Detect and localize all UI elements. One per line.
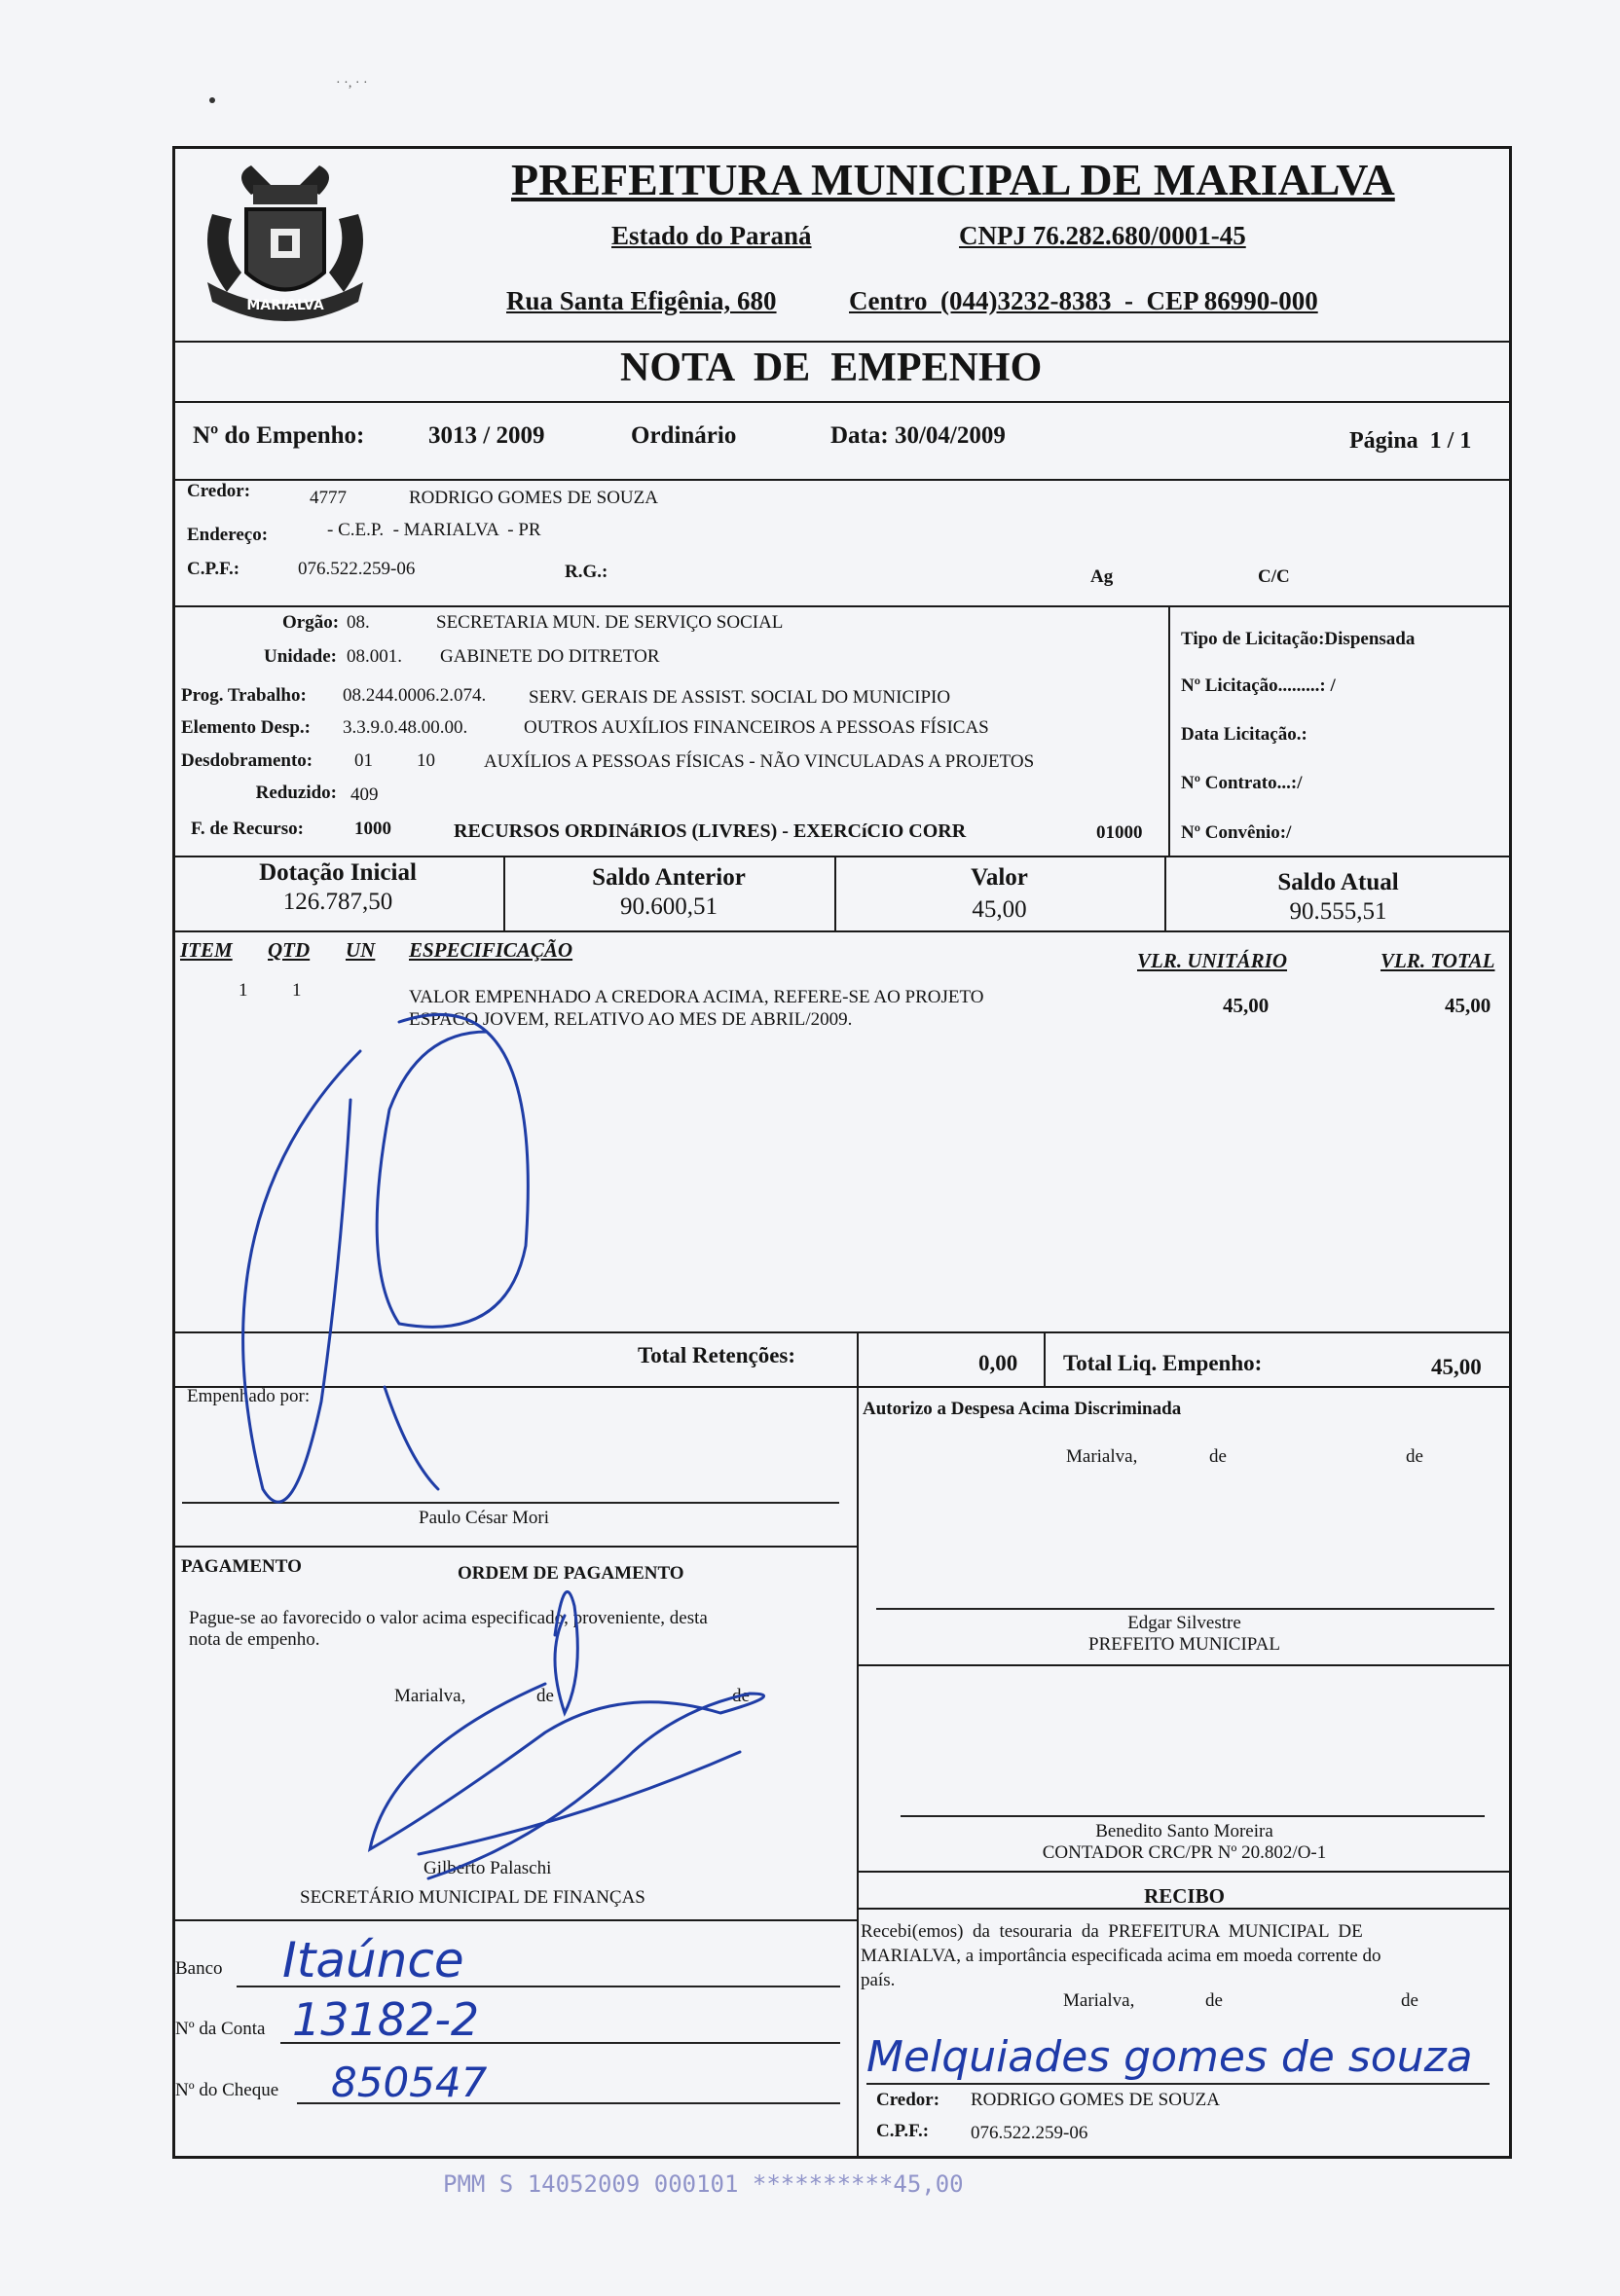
valor-label: Valor xyxy=(971,864,1028,891)
credor-cpf: 076.522.259-06 xyxy=(298,559,416,579)
address-label: Endereço: xyxy=(187,525,269,545)
pagamento-de2: de xyxy=(732,1686,750,1706)
col-header-item: ITEM xyxy=(180,938,233,962)
desdobramento-name: AUXÍLIOS A PESSOAS FÍSICAS - NÃO VINCULADAS A PROJETOS xyxy=(484,751,1035,772)
empenho-date: Data: 30/04/2009 xyxy=(830,422,1006,449)
recibo-signature-handwritten: Melquiades gomes de souza xyxy=(866,2032,1473,2082)
licitacao-numero: Nº Licitação.........: / xyxy=(1181,675,1336,696)
item-total-value: 45,00 xyxy=(1445,994,1491,1017)
credor-address: - C.E.P. - MARIALVA - PR xyxy=(327,520,541,540)
empenhado-name: Paulo César Mori xyxy=(419,1508,550,1528)
prog-name: SERV. GERAIS DE ASSIST. SOCIAL DO MUNICIPIO xyxy=(529,687,951,708)
item-number: 1 xyxy=(239,980,248,1001)
recibo-de1: de xyxy=(1205,1990,1223,2011)
licitacao-data: Data Licitação.: xyxy=(1181,724,1307,745)
licitacao-convenio: Nº Convênio:/ xyxy=(1181,822,1292,843)
recibo-city: Marialva, xyxy=(1063,1990,1135,2011)
col-header-total-value: VLR. TOTAL xyxy=(1381,949,1495,972)
item-spec-line2: ESPACO JOVEM, RELATIVO AO MES DE ABRIL/2009. xyxy=(409,1009,853,1030)
recibo-cpf: 076.522.259-06 xyxy=(971,2123,1088,2143)
autorizo-de1: de xyxy=(1209,1446,1227,1467)
pagamento-text2: nota de empenho. xyxy=(189,1629,320,1650)
empenho-label: Nº do Empenho: xyxy=(193,422,365,449)
dotacao-label: Dotação Inicial xyxy=(259,859,417,886)
prog-code: 08.244.0006.2.074. xyxy=(343,685,487,706)
prefeito-role: PREFEITO MUNICIPAL xyxy=(1088,1634,1280,1655)
item-unit-value: 45,00 xyxy=(1223,994,1270,1017)
prog-label: Prog. Trabalho: xyxy=(181,685,307,706)
retencoes-value: 0,00 xyxy=(978,1351,1018,1375)
header-title: PREFEITURA MUNICIPAL DE MARIALVA xyxy=(511,155,1395,204)
retencoes-label: Total Retenções: xyxy=(638,1343,796,1367)
header-address: Rua Santa Efigênia, 680 xyxy=(506,286,777,315)
reduzido-value: 409 xyxy=(350,784,379,805)
orgao-code: 08. xyxy=(347,612,370,633)
elemento-name: OUTROS AUXÍLIOS FINANCEIROS A PESSOAS FÍSICAS xyxy=(524,717,989,738)
recibo-text3: país. xyxy=(861,1970,896,1990)
desdobramento-code: 01 xyxy=(354,750,373,771)
credor-name: RODRIGO GOMES DE SOUZA xyxy=(409,488,658,508)
recurso-sub: 01000 xyxy=(1096,822,1143,843)
elemento-label: Elemento Desp.: xyxy=(181,717,311,738)
banco-value-handwritten: Itaúnce xyxy=(282,1932,464,1988)
banco-label: Banco xyxy=(175,1958,223,1979)
page-indicator: Página 1 / 1 xyxy=(1349,428,1472,454)
cash-register-stamp: PMM S 14052009 000101 **********45,00 xyxy=(443,2170,964,2198)
unidade-name: GABINETE DO DITRETOR xyxy=(440,646,660,667)
saldo-anterior-value: 90.600,51 xyxy=(620,893,718,920)
credor-label: Credor: xyxy=(187,481,251,501)
header-state: Estado do Paraná xyxy=(611,221,812,250)
orgao-name: SECRETARIA MUN. DE SERVIÇO SOCIAL xyxy=(436,612,784,633)
empenhado-label: Empenhado por: xyxy=(187,1386,311,1406)
valor-value: 45,00 xyxy=(972,896,1027,923)
svg-text:MARIALVA: MARIALVA xyxy=(246,298,324,313)
saldo-atual-label: Saldo Atual xyxy=(1277,869,1399,895)
col-header-spec: ESPECIFICAÇÃO xyxy=(409,938,573,962)
pagamento-city: Marialva, xyxy=(394,1686,466,1706)
document-title: NOTA DE EMPENHO xyxy=(620,346,1043,390)
pagamento-text1: Pague-se ao favorecido o valor acima especificado, proveniente, desta xyxy=(189,1608,708,1628)
scan-mark: · ·, · · xyxy=(336,76,368,91)
liq-label: Total Liq. Empenho: xyxy=(1063,1351,1263,1375)
autorizo-city: Marialva, xyxy=(1066,1446,1138,1467)
header-cnpj: CNPJ 76.282.680/0001-45 xyxy=(959,221,1246,250)
empenho-type: Ordinário xyxy=(631,422,737,449)
elemento-code: 3.3.9.0.48.00.00. xyxy=(343,717,468,738)
col-header-un: UN xyxy=(346,938,376,962)
rg-label: R.G.: xyxy=(565,562,608,582)
licitacao-tipo: Tipo de Licitação:Dispensada xyxy=(1181,629,1416,649)
saldo-anterior-label: Saldo Anterior xyxy=(592,864,746,891)
orgao-label: Orgão: xyxy=(282,612,340,633)
recurso-name: RECURSOS ORDINáRIOS (LIVRES) - EXERCíCIO CORR xyxy=(454,820,967,842)
cpf-label: C.P.F.: xyxy=(187,559,240,579)
cheque-label: Nº do Cheque xyxy=(175,2080,279,2100)
cc-label: C/C xyxy=(1258,566,1290,587)
contador-name: Benedito Santo Moreira xyxy=(1095,1821,1273,1841)
ag-label: Ag xyxy=(1090,566,1114,587)
empenho-number: 3013 / 2009 xyxy=(428,422,545,449)
recibo-text1: Recebi(emos) da tesouraria da PREFEITURA MUNICIPAL DE xyxy=(861,1921,1363,1942)
unidade-label: Unidade: xyxy=(264,646,337,667)
autorizo-de2: de xyxy=(1406,1446,1423,1467)
credor-code: 4777 xyxy=(310,488,347,508)
prefeito-name: Edgar Silvestre xyxy=(1127,1613,1241,1633)
item-qtd: 1 xyxy=(292,980,302,1001)
dotacao-value: 126.787,50 xyxy=(282,889,393,915)
pagamento-signer-role: SECRETÁRIO MUNICIPAL DE FINANÇAS xyxy=(300,1887,645,1908)
recurso-label: F. de Recurso: xyxy=(191,819,304,839)
recibo-credor-label: Credor: xyxy=(876,2090,940,2110)
recibo-title: RECIBO xyxy=(1144,1884,1225,1908)
recibo-cpf-label: C.P.F.: xyxy=(876,2121,930,2141)
liq-value: 45,00 xyxy=(1431,1355,1482,1379)
item-spec-line1: VALOR EMPENHADO A CREDORA ACIMA, REFERE-SE AO PROJETO xyxy=(409,987,984,1007)
saldo-atual-value: 90.555,51 xyxy=(1289,898,1387,925)
contador-role: CONTADOR CRC/PR Nº 20.802/O-1 xyxy=(1042,1842,1327,1863)
unidade-code: 08.001. xyxy=(347,646,402,667)
pagamento-de1: de xyxy=(536,1686,554,1706)
col-header-unit-value: VLR. UNITÁRIO xyxy=(1137,949,1288,972)
cheque-value-handwritten: 850547 xyxy=(331,2059,488,2106)
reduzido-label: Reduzido: xyxy=(255,783,337,803)
conta-value-handwritten: 13182-2 xyxy=(292,1993,480,2046)
recibo-de2: de xyxy=(1401,1990,1418,2011)
recibo-text2: MARIALVA, a importância especificada acima em moeda corrente do xyxy=(861,1946,1381,1966)
conta-label: Nº da Conta xyxy=(175,2019,266,2039)
col-header-qtd: QTD xyxy=(268,938,311,962)
recurso-code: 1000 xyxy=(354,819,391,839)
pagamento-label: PAGAMENTO xyxy=(181,1556,302,1577)
recibo-credor-name: RODRIGO GOMES DE SOUZA xyxy=(971,2090,1220,2110)
pagamento-title: ORDEM DE PAGAMENTO xyxy=(458,1563,684,1584)
pagamento-signer-name: Gilberto Palaschi xyxy=(423,1858,552,1878)
licitacao-contrato: Nº Contrato...:/ xyxy=(1181,773,1303,793)
autorizo-label: Autorizo a Despesa Acima Discriminada xyxy=(863,1399,1182,1419)
header-contact: Centro (044)3232-8383 - CEP 86990-000 xyxy=(849,286,1318,315)
desdobramento-sub: 10 xyxy=(417,750,435,771)
desdobramento-label: Desdobramento: xyxy=(181,750,313,771)
